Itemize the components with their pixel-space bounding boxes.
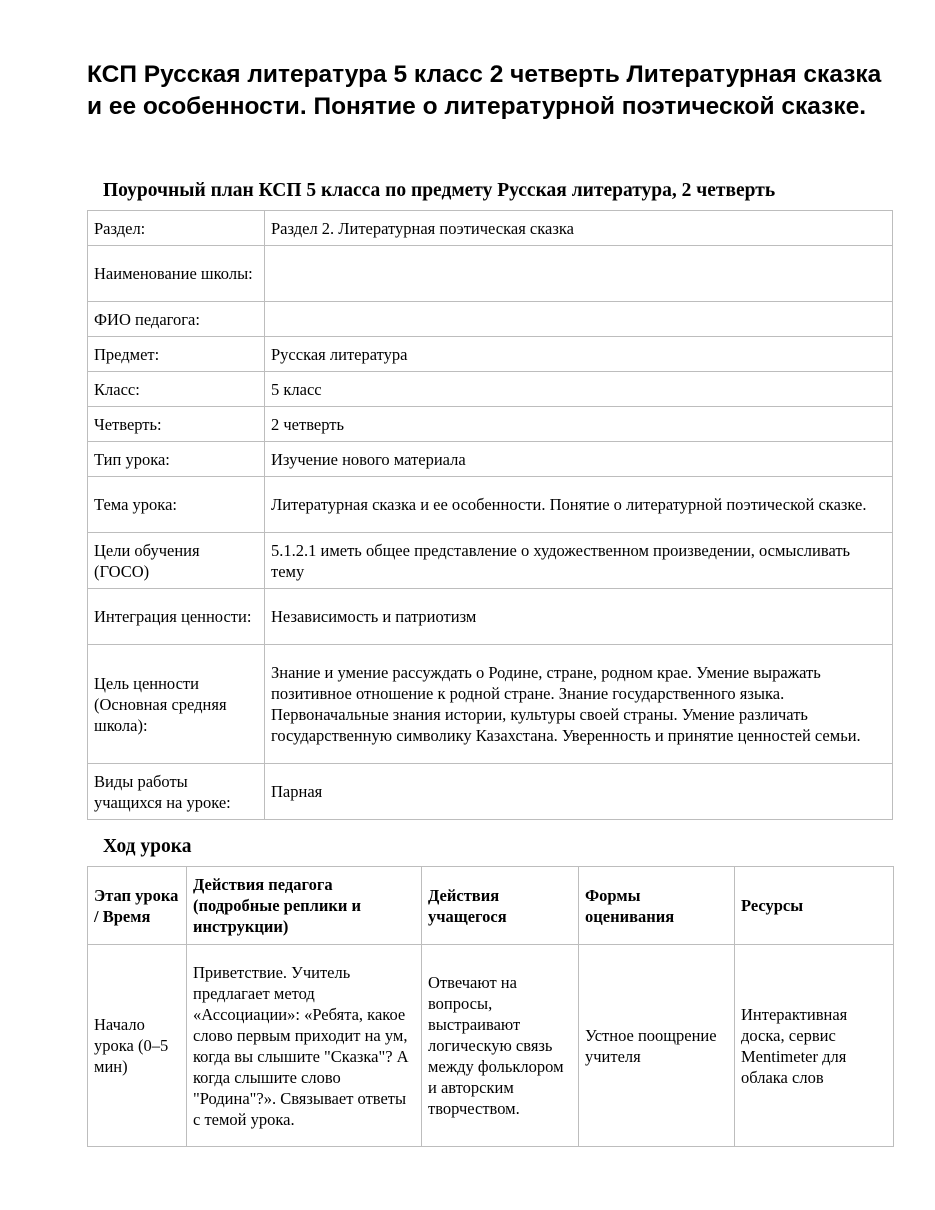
assessment-cell: Устное поощрение учителя — [579, 945, 735, 1147]
info-value: 5.1.2.1 иметь общее представление о художественном произведении, осмысливать тему — [265, 533, 893, 589]
table-row — [88, 337, 893, 372]
column-header-assessment: Формы оценивания — [579, 867, 735, 945]
resources-cell: Интерактивная доска, сервис Mentimeter для облака слов — [735, 945, 894, 1147]
table-row — [88, 442, 893, 477]
info-value: Парная — [265, 764, 893, 820]
info-label: Тема урока: — [88, 477, 265, 533]
info-label: Тип урока: — [88, 442, 265, 477]
info-value: Независимость и патриотизм — [265, 589, 893, 645]
info-label: Интеграция ценности: — [88, 589, 265, 645]
info-value — [265, 302, 893, 337]
table-row — [88, 945, 894, 1147]
info-label: Цели обучения (ГОСО) — [88, 533, 265, 589]
info-label: ФИО педагога: — [88, 302, 265, 337]
table-row — [88, 533, 893, 589]
table-header-row — [88, 867, 894, 945]
info-label: Класс: — [88, 372, 265, 407]
info-label: Наименование школы: — [88, 246, 265, 302]
column-header-resources: Ресурсы — [735, 867, 894, 945]
info-label: Раздел: — [88, 211, 265, 246]
table-row — [88, 211, 893, 246]
lesson-info-table — [87, 210, 893, 820]
info-label: Четверть: — [88, 407, 265, 442]
plan-heading: Поурочный план КСП 5 класса по предмету Русская литература, 2 четверть — [103, 180, 776, 201]
column-header-student-actions: Действия учащегося — [422, 867, 579, 945]
info-value: Знание и умение рассуждать о Родине, стране, родном крае. Умение выражать позитивное отношение к родной стране. Знание государственного языка. Первоначальные знания истории, культуры своей страны. Умение различать государственную символику Казахстана. Уверенность и принятие ценностей семьи. — [265, 645, 893, 764]
info-value: Раздел 2. Литературная поэтическая сказка — [265, 211, 893, 246]
info-value: Русская литература — [265, 337, 893, 372]
table-row — [88, 246, 893, 302]
info-label: Виды работы учащихся на уроке: — [88, 764, 265, 820]
info-label: Предмет: — [88, 337, 265, 372]
info-value: 2 четверть — [265, 407, 893, 442]
column-header-teacher-actions: Действия педагога (подробные реплики и инструкции) — [187, 867, 422, 945]
lesson-heading: Ход урока — [103, 836, 192, 857]
lesson-flow-table — [87, 866, 894, 1147]
table-row — [88, 589, 893, 645]
table-row — [88, 372, 893, 407]
teacher-actions-cell: Приветствие. Учитель предлагает метод «Ассоциации»: «Ребята, какое слово первым приходит на ум, когда вы слышите "Сказка"? А когда слышите слово "Родина"?». Связывает ответы с темой урока. — [187, 945, 422, 1147]
info-value: Литературная сказка и ее особенности. Понятие о литературной поэтической сказке. — [265, 477, 893, 533]
table-row — [88, 407, 893, 442]
table-row — [88, 477, 893, 533]
info-label: Цель ценности (Основная средняя школа): — [88, 645, 265, 764]
table-row — [88, 764, 893, 820]
document-title: КСП Русская литература 5 класс 2 четверть Литературная сказка и ее особенности. Понятие о литературной поэтической сказке. — [87, 61, 882, 120]
info-value: Изучение нового материала — [265, 442, 893, 477]
table-row — [88, 302, 893, 337]
info-value: 5 класс — [265, 372, 893, 407]
column-header-stage: Этап урока / Время — [88, 867, 187, 945]
student-actions-cell: Отвечают на вопросы, выстраивают логическую связь между фольклором и авторским творчеством. — [422, 945, 579, 1147]
stage-cell: Начало урока (0–5 мин) — [88, 945, 187, 1147]
info-value — [265, 246, 893, 302]
table-row — [88, 645, 893, 764]
